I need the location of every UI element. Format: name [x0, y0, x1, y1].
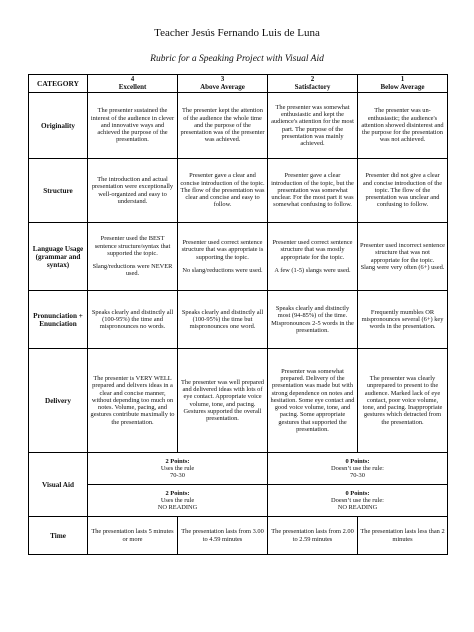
criteria-cell: Presenter was somewhat prepared. Delivery of the presentation was made but with strong dependence on notes and hesitation. Some eye contact and good voice volume, tone, and pacing. Some appropriate gestures that supported the presentation. — [268, 349, 358, 453]
level-number: 4 — [130, 75, 135, 83]
criteria-cell — [178, 223, 268, 291]
category-cell: Visual Aid — [29, 453, 88, 517]
criteria-cell: The presentation lasts from 2.00 to 2.59 minutes — [268, 517, 358, 555]
document-title: Teacher Jesús Fernando Luis de Luna — [154, 27, 320, 39]
points-text: 70-30 — [170, 472, 185, 480]
criteria-cell: Speaks clearly and distinctly all (100-95%) the time but mispronounces one word. — [178, 291, 268, 349]
points-heading: 0 Points: — [345, 489, 370, 497]
criteria-cell: Speaks clearly and distinctly all (100-95%) the time and mispronounces no words. — [88, 291, 178, 349]
criteria-cell: The presenter is VERY WELL prepared and delivers ideas in a clear and concise manner, without depending too much on notes. Volume, pacing, and gestures contribute maximally to the presentation. — [88, 349, 178, 453]
points-text: NO READING — [157, 504, 198, 512]
rubric-row-structure — [29, 159, 448, 223]
criteria-cell: The presenter kept the attention of the audience the whole time and the purpose of the presentation was of the presenter was achieved. — [178, 93, 268, 159]
points-text: Doesn’t use the rule: — [331, 464, 384, 472]
header-level-3 — [178, 75, 268, 93]
criteria-cell — [88, 223, 178, 291]
criteria-cell: Presenter gave a clear introduction of the topic, but the presentation was somewhat unclear. For the most part it was somewhat confusing to follow. — [268, 159, 358, 223]
rubric-row-delivery — [29, 349, 448, 453]
points-text: 70-30 — [350, 472, 365, 480]
criteria-cell: The presentation lasts from 3.00 to 4.59 minutes — [178, 517, 268, 555]
points-text: NO READING — [337, 504, 378, 512]
criteria-extra-text: No slang/reductions were used. — [182, 266, 263, 274]
criteria-cell: The presenter was clearly unprepared to present to the audience. Marked lack of eye contact, poor voice volume, tone, and pacing. Inappropriate gestures which detracted from the presentation. — [358, 349, 448, 453]
category-cell: Language Usage (grammar and syntax) — [29, 223, 88, 291]
level-number: 2 — [310, 75, 315, 83]
criteria-cell: The presenter sustained the interest of the audience in clever and innovative ways and achieved the purpose of the presentation. — [88, 93, 178, 159]
header-row — [29, 75, 448, 93]
criteria-cell — [268, 223, 358, 291]
rubric-row-time — [29, 517, 448, 555]
header-level-2 — [268, 75, 358, 93]
points-cell-left — [88, 485, 268, 517]
points-heading: 2 Points: — [165, 489, 190, 497]
points-cell-right — [268, 485, 448, 517]
criteria-cell — [358, 223, 448, 291]
criteria-extra-text: A few (1-5) slangs were used. — [274, 266, 351, 274]
header-level-4 — [88, 75, 178, 93]
criteria-cell: The presentation lasts less than 2 minutes — [358, 517, 448, 555]
criteria-cell: Presenter gave a clear and concise introduction of the topic. The flow of the presentation was clear and concise and easy to follow. — [178, 159, 268, 223]
criteria-cell: The presentation lasts 5 minutes or more — [88, 517, 178, 555]
level-number: 3 — [220, 75, 225, 83]
criteria-cell: Frequently mumbles OR mispronounces several (6+) key words in the presentation. — [358, 291, 448, 349]
points-heading: 0 Points: — [345, 457, 370, 465]
category-cell: Originality — [29, 93, 88, 159]
level-label: Satisfactory — [294, 82, 331, 91]
criteria-text: Presenter used correct sentence structure that was mostly appropriate for the topic. — [272, 239, 353, 261]
rubric-row-visual-aid-2 — [29, 485, 448, 517]
points-heading: 2 Points: — [165, 457, 190, 465]
header-category: CATEGORY — [29, 75, 88, 93]
rubric-row-language — [29, 223, 448, 291]
criteria-text: Presenter used correct sentence structure that was appropriate is supporting the topic. — [181, 239, 264, 261]
document-subtitle: Rubric for a Speaking Project with Visual Aid — [150, 54, 324, 64]
category-cell: Time — [29, 517, 88, 555]
rubric-row-originality — [29, 93, 448, 159]
category-cell: Pronunciation + Enunciation — [29, 291, 88, 349]
level-label: Below Average — [380, 82, 425, 91]
points-text: Doesn’t use the rule: — [331, 496, 384, 504]
criteria-extra-text: Slang were very often (6+) used. — [360, 263, 445, 271]
criteria-cell: Speaks clearly and distinctly most (94-85%) of the time. Mispronounces 2-5 words in the presentation. — [268, 291, 358, 349]
criteria-cell: Presenter did not give a clear and concise introduction of the topic. The flow of the presentation was unclear and confusing to follow. — [358, 159, 448, 223]
points-cell-right — [268, 453, 448, 485]
rubric-row-pronunciation — [29, 291, 448, 349]
level-label: Above Average — [200, 82, 245, 91]
criteria-extra-text: Slang/reductions were NEVER used. — [92, 263, 173, 278]
level-label: Excellent — [118, 82, 147, 91]
criteria-cell: The presenter was somewhat enthusiastic and kept the audience's attention for the most part. The purpose of the presentation was mainly achieved. — [268, 93, 358, 159]
criteria-cell: The presenter was well prepared and delivered ideas with lots of eye contact. Appropriate voice volume, tone, and pacing. Gestures supported the overall presentation. — [178, 349, 268, 453]
level-number: 1 — [400, 75, 405, 83]
rubric-row-visual-aid-1 — [29, 453, 448, 485]
header-level-1 — [358, 75, 448, 93]
criteria-cell: The introduction and actual presentation were exceptionally well-organized and easy to understand. — [88, 159, 178, 223]
points-text: Uses the rule — [160, 464, 195, 472]
rubric-table — [28, 74, 448, 555]
criteria-text: Presenter used the BEST sentence structure/syntax that supported the topic. — [94, 235, 171, 257]
criteria-text: Presenter used incorrect sentence structure that was not appropriate for the topic. — [360, 242, 445, 264]
points-text: Uses the rule — [160, 496, 195, 504]
category-cell: Delivery — [29, 349, 88, 453]
category-cell: Structure — [29, 159, 88, 223]
criteria-cell: The presenter was un-enthusiastic; the audience's attention showed disinterest and the purpose for the presentation was not achieved. — [358, 93, 448, 159]
points-cell-left — [88, 453, 268, 485]
